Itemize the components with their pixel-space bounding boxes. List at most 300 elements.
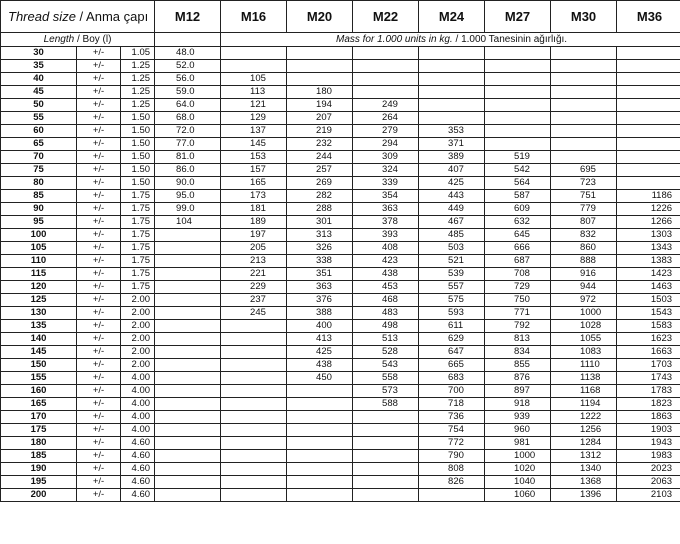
tolerance-cell: +/- <box>77 333 121 346</box>
table-row <box>1 229 680 242</box>
mass-cell-m12 <box>155 359 221 372</box>
mass-cell-m22: 294 <box>353 138 419 151</box>
mass-cell-m16: 105 <box>221 73 287 86</box>
table-row <box>1 307 680 320</box>
pitch-cell: 1.75 <box>121 203 155 216</box>
mass-cell-m20: 438 <box>287 359 353 372</box>
mass-cell-m36 <box>617 86 680 99</box>
table-row <box>1 268 680 281</box>
mass-cell-m20: 207 <box>287 112 353 125</box>
tolerance-cell: +/- <box>77 281 121 294</box>
table-row <box>1 294 680 307</box>
pitch-cell: 1.75 <box>121 255 155 268</box>
tolerance-cell: +/- <box>77 268 121 281</box>
mass-cell-m20 <box>287 411 353 424</box>
mass-cell-m36 <box>617 125 680 138</box>
mass-cell-m27: 960 <box>485 424 551 437</box>
mass-cell-m24: 665 <box>419 359 485 372</box>
pitch-cell: 1.50 <box>121 138 155 151</box>
mass-cell-m16: 213 <box>221 255 287 268</box>
tolerance-cell: +/- <box>77 216 121 229</box>
mass-cell-m16 <box>221 385 287 398</box>
mass-cell-m24: 647 <box>419 346 485 359</box>
mass-cell-m27: 542 <box>485 164 551 177</box>
mass-cell-m22: 468 <box>353 294 419 307</box>
mass-cell-m27 <box>485 112 551 125</box>
mass-cell-m36: 1423 <box>617 268 680 281</box>
size-header-m12: M12 <box>155 1 221 33</box>
mass-cell-m24: 593 <box>419 307 485 320</box>
mass-cell-m30 <box>551 60 617 73</box>
mass-cell-m27: 1020 <box>485 463 551 476</box>
table-row <box>1 47 680 60</box>
table-row <box>1 411 680 424</box>
table-row <box>1 242 680 255</box>
mass-cell-m36: 1983 <box>617 450 680 463</box>
size-header-m27: M27 <box>485 1 551 33</box>
pitch-cell: 2.00 <box>121 333 155 346</box>
mass-cell-m24 <box>419 60 485 73</box>
pitch-cell: 1.25 <box>121 73 155 86</box>
mass-cell-m20 <box>287 60 353 73</box>
pitch-cell: 1.50 <box>121 164 155 177</box>
mass-cell-m36 <box>617 47 680 60</box>
mass-cell-m24: 826 <box>419 476 485 489</box>
mass-cell-m36 <box>617 138 680 151</box>
tolerance-cell: +/- <box>77 164 121 177</box>
pitch-cell: 1.75 <box>121 268 155 281</box>
pitch-cell: 2.00 <box>121 320 155 333</box>
mass-cell-m36 <box>617 112 680 125</box>
mass-cell-m24 <box>419 99 485 112</box>
pitch-cell: 4.00 <box>121 411 155 424</box>
mass-cell-m22: 573 <box>353 385 419 398</box>
mass-cell-m22: 378 <box>353 216 419 229</box>
mass-cell-m30: 860 <box>551 242 617 255</box>
mass-cell-m24: 485 <box>419 229 485 242</box>
tolerance-cell: +/- <box>77 229 121 242</box>
tolerance-cell: +/- <box>77 476 121 489</box>
mass-cell-m27 <box>485 138 551 151</box>
mass-cell-m24: 557 <box>419 281 485 294</box>
length-cell: 85 <box>1 190 77 203</box>
mass-cell-m12: 52.0 <box>155 60 221 73</box>
mass-cell-m22: 339 <box>353 177 419 190</box>
mass-cell-m27: 687 <box>485 255 551 268</box>
pitch-cell: 1.25 <box>121 60 155 73</box>
mass-cell-m20: 180 <box>287 86 353 99</box>
mass-cell-m22: 543 <box>353 359 419 372</box>
pitch-cell: 2.00 <box>121 307 155 320</box>
mass-cell-m27: 1000 <box>485 450 551 463</box>
tolerance-cell: +/- <box>77 99 121 112</box>
table-row <box>1 281 680 294</box>
table-row <box>1 450 680 463</box>
mass-cell-m20: 257 <box>287 164 353 177</box>
length-cell: 155 <box>1 372 77 385</box>
mass-cell-m22: 408 <box>353 242 419 255</box>
tolerance-cell: +/- <box>77 73 121 86</box>
mass-cell-m36: 1823 <box>617 398 680 411</box>
tolerance-cell: +/- <box>77 47 121 60</box>
mass-cell-m12 <box>155 333 221 346</box>
tolerance-cell: +/- <box>77 463 121 476</box>
mass-cell-m30: 1312 <box>551 450 617 463</box>
pitch-cell: 4.60 <box>121 489 155 502</box>
mass-cell-m30: 723 <box>551 177 617 190</box>
mass-cell-m16 <box>221 60 287 73</box>
mass-cell-m20 <box>287 73 353 86</box>
length-cell: 135 <box>1 320 77 333</box>
pitch-cell: 1.50 <box>121 112 155 125</box>
pitch-cell: 1.75 <box>121 216 155 229</box>
mass-cell-m12 <box>155 424 221 437</box>
pitch-cell: 1.50 <box>121 177 155 190</box>
mass-cell-m27: 897 <box>485 385 551 398</box>
size-header-m30: M30 <box>551 1 617 33</box>
mass-cell-m27: 609 <box>485 203 551 216</box>
mass-cell-m22 <box>353 476 419 489</box>
mass-cell-m36: 1703 <box>617 359 680 372</box>
mass-cell-m30: 1396 <box>551 489 617 502</box>
mass-cell-m22: 483 <box>353 307 419 320</box>
mass-cell-m27: 918 <box>485 398 551 411</box>
mass-cell-m22: 558 <box>353 372 419 385</box>
mass-cell-m27: 666 <box>485 242 551 255</box>
mass-cell-m30 <box>551 112 617 125</box>
mass-cell-m24: 407 <box>419 164 485 177</box>
mass-cell-m27 <box>485 47 551 60</box>
subheader-row <box>1 33 680 47</box>
table-row <box>1 320 680 333</box>
mass-cell-m20: 301 <box>287 216 353 229</box>
mass-cell-m36: 1743 <box>617 372 680 385</box>
mass-cell-m20: 244 <box>287 151 353 164</box>
mass-cell-m12 <box>155 346 221 359</box>
mass-cell-m16 <box>221 437 287 450</box>
table-row <box>1 99 680 112</box>
mass-cell-m20: 288 <box>287 203 353 216</box>
length-cell: 190 <box>1 463 77 476</box>
length-cell: 140 <box>1 333 77 346</box>
mass-cell-m22 <box>353 47 419 60</box>
table-row <box>1 60 680 73</box>
tolerance-cell: +/- <box>77 242 121 255</box>
mass-cell-m24: 521 <box>419 255 485 268</box>
mass-cell-m24: 575 <box>419 294 485 307</box>
length-cell: 50 <box>1 99 77 112</box>
pitch-cell: 4.00 <box>121 372 155 385</box>
mass-cell-m22: 279 <box>353 125 419 138</box>
mass-sep: / <box>452 33 462 45</box>
length-cell: 45 <box>1 86 77 99</box>
mass-cell-m22: 324 <box>353 164 419 177</box>
table-row <box>1 437 680 450</box>
length-cell: 185 <box>1 450 77 463</box>
mass-cell-m12 <box>155 229 221 242</box>
mass-cell-m16: 205 <box>221 242 287 255</box>
mass-cell-m12 <box>155 398 221 411</box>
mass-cell-m36: 1783 <box>617 385 680 398</box>
table-row <box>1 424 680 437</box>
pitch-cell: 1.75 <box>121 281 155 294</box>
mass-cell-m22: 393 <box>353 229 419 242</box>
mass-cell-m12 <box>155 307 221 320</box>
table-row <box>1 138 680 151</box>
mass-cell-m27: 939 <box>485 411 551 424</box>
pitch-cell: 1.25 <box>121 86 155 99</box>
mass-cell-m12 <box>155 450 221 463</box>
length-cell: 95 <box>1 216 77 229</box>
mass-cell-m12: 64.0 <box>155 99 221 112</box>
mass-cell-m20: 326 <box>287 242 353 255</box>
mass-cell-m24: 754 <box>419 424 485 437</box>
tolerance-cell: +/- <box>77 86 121 99</box>
mass-cell-m16 <box>221 372 287 385</box>
pitch-cell: 4.00 <box>121 424 155 437</box>
mass-cell-m30: 807 <box>551 216 617 229</box>
pitch-cell: 4.00 <box>121 385 155 398</box>
mass-cell-m12 <box>155 255 221 268</box>
length-cell: 60 <box>1 125 77 138</box>
table-row <box>1 164 680 177</box>
mass-cell-m16: 121 <box>221 99 287 112</box>
mass-cell-m30 <box>551 151 617 164</box>
mass-cell-m24: 389 <box>419 151 485 164</box>
mass-cell-m36 <box>617 60 680 73</box>
mass-cell-m30 <box>551 125 617 138</box>
mass-cell-m16 <box>221 359 287 372</box>
mass-cell-m16: 153 <box>221 151 287 164</box>
mass-cell-m22 <box>353 424 419 437</box>
mass-cell-m36: 1583 <box>617 320 680 333</box>
mass-cell-m30: 695 <box>551 164 617 177</box>
mass-label: Mass for 1.000 units in kg. <box>335 33 453 45</box>
mass-cell-m36 <box>617 99 680 112</box>
mass-cell-m12: 104 <box>155 216 221 229</box>
length-cell: 200 <box>1 489 77 502</box>
mass-cell-m16: 129 <box>221 112 287 125</box>
mass-cell-m30 <box>551 47 617 60</box>
mass-cell-m24: 808 <box>419 463 485 476</box>
mass-cell-m20: 450 <box>287 372 353 385</box>
mass-cell-m12: 72.0 <box>155 125 221 138</box>
tolerance-cell: +/- <box>77 385 121 398</box>
mass-cell-m30: 1168 <box>551 385 617 398</box>
mass-cell-m24: 425 <box>419 177 485 190</box>
table-row <box>1 177 680 190</box>
mass-cell-m27: 813 <box>485 333 551 346</box>
mass-cell-m24 <box>419 73 485 86</box>
length-cell: 35 <box>1 60 77 73</box>
mass-cell-m22: 423 <box>353 255 419 268</box>
mass-cell-m12 <box>155 242 221 255</box>
length-cell: 145 <box>1 346 77 359</box>
mass-cell-m27: 1040 <box>485 476 551 489</box>
mass-cell-m22 <box>353 60 419 73</box>
mass-cell-m27: 876 <box>485 372 551 385</box>
mass-cell-m24: 718 <box>419 398 485 411</box>
mass-cell-m30: 916 <box>551 268 617 281</box>
mass-cell-m12 <box>155 463 221 476</box>
mass-cell-m30: 751 <box>551 190 617 203</box>
pitch-cell: 4.60 <box>121 450 155 463</box>
table-row <box>1 73 680 86</box>
mass-cell-m22: 513 <box>353 333 419 346</box>
mass-cell-m30: 944 <box>551 281 617 294</box>
length-cell: 165 <box>1 398 77 411</box>
mass-cell-m30: 1284 <box>551 437 617 450</box>
length-cell: 195 <box>1 476 77 489</box>
tolerance-cell: +/- <box>77 372 121 385</box>
mass-cell-m36 <box>617 177 680 190</box>
size-header-m36: M36 <box>617 1 680 33</box>
mass-cell-m16 <box>221 463 287 476</box>
length-cell: 100 <box>1 229 77 242</box>
mass-cell-m12 <box>155 385 221 398</box>
mass-cell-m24: 539 <box>419 268 485 281</box>
pitch-cell: 4.00 <box>121 398 155 411</box>
mass-cell-m27: 855 <box>485 359 551 372</box>
mass-cell-m12 <box>155 372 221 385</box>
table-row <box>1 333 680 346</box>
tolerance-cell: +/- <box>77 60 121 73</box>
length-cell: 65 <box>1 138 77 151</box>
mass-cell-m36: 1623 <box>617 333 680 346</box>
mass-cell-m30 <box>551 99 617 112</box>
mass-cell-m36: 1503 <box>617 294 680 307</box>
mass-cell-m36: 2103 <box>617 489 680 502</box>
mass-cell-m30: 779 <box>551 203 617 216</box>
mass-cell-m27: 708 <box>485 268 551 281</box>
mass-cell-m30 <box>551 86 617 99</box>
mass-cell-m12 <box>155 320 221 333</box>
mass-cell-m16: 197 <box>221 229 287 242</box>
mass-cell-m27: 1060 <box>485 489 551 502</box>
mass-cell-m16 <box>221 450 287 463</box>
mass-cell-m24: 353 <box>419 125 485 138</box>
mass-cell-m16 <box>221 320 287 333</box>
mass-cell-m20: 338 <box>287 255 353 268</box>
tolerance-cell: +/- <box>77 437 121 450</box>
tolerance-cell: +/- <box>77 138 121 151</box>
mass-cell-m12: 59.0 <box>155 86 221 99</box>
mass-cell-m27: 771 <box>485 307 551 320</box>
mass-cell-m16 <box>221 489 287 502</box>
mass-cell-m27: 564 <box>485 177 551 190</box>
tolerance-cell: +/- <box>77 203 121 216</box>
mass-cell-m12: 48.0 <box>155 47 221 60</box>
mass-cell-m27: 587 <box>485 190 551 203</box>
mass-cell-m24: 790 <box>419 450 485 463</box>
thread-size-tr: Anma çapı <box>86 8 149 24</box>
table-row <box>1 255 680 268</box>
mass-cell-m22 <box>353 450 419 463</box>
table-row <box>1 476 680 489</box>
mass-cell-m36: 1266 <box>617 216 680 229</box>
mass-cell-m16: 245 <box>221 307 287 320</box>
pitch-cell: 4.60 <box>121 476 155 489</box>
mass-cell-m16: 221 <box>221 268 287 281</box>
mass-cell-m24: 449 <box>419 203 485 216</box>
table-row <box>1 203 680 216</box>
mass-cell-m27 <box>485 73 551 86</box>
tolerance-cell: +/- <box>77 424 121 437</box>
mass-cell-m16: 237 <box>221 294 287 307</box>
mass-cell-m16: 145 <box>221 138 287 151</box>
mass-cell-m20: 269 <box>287 177 353 190</box>
length-cell: 30 <box>1 47 77 60</box>
tolerance-cell: +/- <box>77 190 121 203</box>
mass-cell-m24: 443 <box>419 190 485 203</box>
mass-cell-m20: 351 <box>287 268 353 281</box>
mass-cell-m36: 1903 <box>617 424 680 437</box>
mass-cell-m20 <box>287 463 353 476</box>
mass-cell-m22: 453 <box>353 281 419 294</box>
table-row <box>1 372 680 385</box>
table-row <box>1 398 680 411</box>
mass-cell-m27 <box>485 125 551 138</box>
mass-cell-m30 <box>551 73 617 86</box>
mass-cell-m22 <box>353 86 419 99</box>
mass-cell-m30: 1110 <box>551 359 617 372</box>
mass-cell-m12: 95.0 <box>155 190 221 203</box>
mass-cell-m16 <box>221 346 287 359</box>
mass-cell-m16 <box>221 424 287 437</box>
mass-cell-m22: 498 <box>353 320 419 333</box>
length-cell: 90 <box>1 203 77 216</box>
table-row <box>1 190 680 203</box>
mass-cell-m22: 588 <box>353 398 419 411</box>
mass-cell-m12 <box>155 437 221 450</box>
mass-cell-m12: 86.0 <box>155 164 221 177</box>
tolerance-cell: +/- <box>77 177 121 190</box>
mass-cell-m16: 181 <box>221 203 287 216</box>
mass-cell-m30: 1055 <box>551 333 617 346</box>
pitch-cell: 2.00 <box>121 346 155 359</box>
mass-cell-m24: 503 <box>419 242 485 255</box>
mass-cell-m24: 467 <box>419 216 485 229</box>
mass-cell-m27: 519 <box>485 151 551 164</box>
pitch-cell: 1.75 <box>121 190 155 203</box>
mass-cell-m16: 229 <box>221 281 287 294</box>
table-row <box>1 359 680 372</box>
mass-cell-m16 <box>221 398 287 411</box>
mass-cell-m22: 264 <box>353 112 419 125</box>
mass-cell-m20: 413 <box>287 333 353 346</box>
mass-cell-m20: 194 <box>287 99 353 112</box>
mass-cell-m20 <box>287 450 353 463</box>
mass-cell-m24: 700 <box>419 385 485 398</box>
tolerance-cell: +/- <box>77 255 121 268</box>
mass-cell-m22 <box>353 463 419 476</box>
mass-cell-m12 <box>155 281 221 294</box>
mass-cell-m12 <box>155 411 221 424</box>
length-cell: 80 <box>1 177 77 190</box>
mass-cell-m36: 1186 <box>617 190 680 203</box>
pitch-cell: 1.05 <box>121 47 155 60</box>
size-header-m16: M16 <box>221 1 287 33</box>
pitch-cell: 4.60 <box>121 437 155 450</box>
mass-cell-m20 <box>287 47 353 60</box>
mass-cell-m36: 1943 <box>617 437 680 450</box>
length-tr: Boy (l) <box>82 33 112 45</box>
mass-header <box>221 33 680 47</box>
table-row <box>1 86 680 99</box>
length-cell: 70 <box>1 151 77 164</box>
mass-cell-m16: 137 <box>221 125 287 138</box>
mass-cell-m22: 354 <box>353 190 419 203</box>
